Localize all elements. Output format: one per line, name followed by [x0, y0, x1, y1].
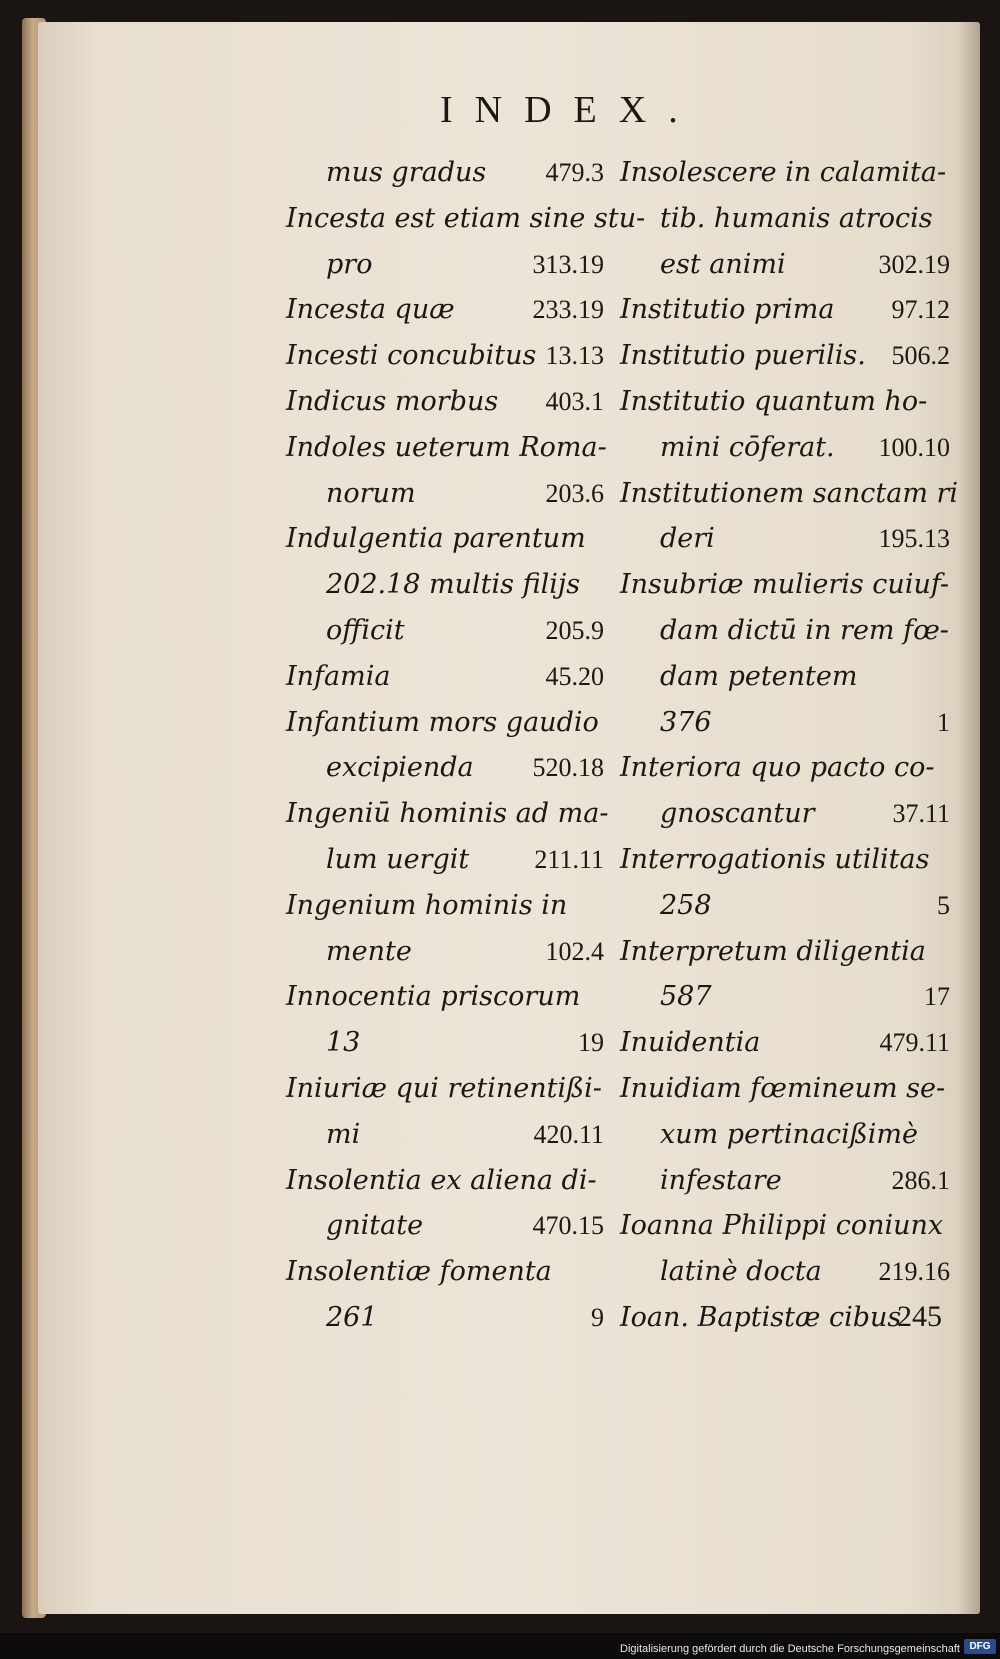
entry-reference: 205.9: [545, 615, 604, 645]
entry-text: Institutio prima: [620, 294, 835, 326]
entry-text: Ingeniū hominis ad ma-: [286, 798, 609, 830]
entry-text: Incesti concubitus: [286, 340, 537, 372]
entry-reference: 211.11: [534, 844, 604, 874]
index-entry: [620, 1066, 950, 1112]
index-entry: [286, 287, 604, 333]
entry-text: Institutio puerilis.: [620, 340, 866, 372]
index-entry: [286, 471, 604, 517]
entry-text: infestare: [660, 1164, 782, 1196]
index-entry: [286, 1066, 604, 1112]
entry-text: mini cōferat.: [660, 431, 835, 463]
entry-text: tib. humanis atrocis: [660, 202, 933, 234]
entry-text: Iniuriæ qui retinentißi-: [286, 1072, 602, 1104]
index-entry: [620, 1020, 950, 1066]
index-entry: [286, 1295, 604, 1341]
entry-reference: 479.3: [545, 158, 604, 187]
index-entry: [286, 196, 646, 242]
index-entry: [286, 929, 604, 975]
entry-reference: 97.12: [891, 295, 950, 325]
entry-text: mus gradus: [326, 157, 487, 188]
entry-text: Ingenium hominis in: [286, 889, 568, 921]
entry-reference: 219.16: [878, 1257, 950, 1287]
index-entry: [620, 1203, 950, 1249]
index-entry: [620, 516, 950, 562]
entry-text: lum uergit: [326, 843, 470, 875]
index-entry: [286, 1158, 604, 1204]
entry-text: Interrogationis utilitas: [620, 843, 930, 875]
entry-text: mi: [326, 1118, 361, 1150]
index-entry: [286, 425, 607, 471]
entry-text: norum: [326, 477, 416, 509]
index-entry: [286, 1203, 604, 1249]
entry-text: Inuidentia: [620, 1027, 761, 1059]
dfg-logo: DFG: [964, 1639, 996, 1654]
index-entry: [286, 150, 604, 196]
entry-text: dam dictū in rem fœ-: [660, 614, 949, 646]
entry-reference: 403.1: [545, 386, 604, 416]
index-entry: [286, 791, 609, 837]
entry-reference: 19: [578, 1028, 604, 1058]
left-column: [286, 150, 646, 1341]
index-entry: [620, 883, 950, 929]
right-column: [620, 150, 959, 1341]
entry-text: Indoles ueterum Roma-: [286, 431, 607, 463]
index-entry: [286, 333, 604, 379]
entry-text: Incesta quæ: [286, 294, 455, 326]
index-entry: [286, 1112, 604, 1158]
index-entry: [286, 242, 604, 288]
entry-reference: 420.11: [533, 1119, 604, 1149]
entry-text: 258: [660, 889, 712, 921]
index-entry: [286, 379, 604, 425]
index-entry: [620, 791, 950, 837]
entry-reference: 313.19: [532, 249, 604, 279]
entry-text: Ioan. Baptistæ cibus: [620, 1301, 902, 1333]
entry-text: gnitate: [326, 1210, 424, 1242]
entry-text: Insolescere in calamita-: [620, 157, 947, 188]
index-entry: [620, 1112, 950, 1158]
entry-text: 587: [660, 981, 712, 1013]
index-entry: [620, 974, 950, 1020]
index-entry: [620, 654, 950, 700]
index-entry: [620, 929, 950, 975]
entry-text: Institutio quantum ho-: [620, 385, 928, 417]
index-entry: [620, 242, 950, 288]
entry-text: 13: [326, 1027, 361, 1059]
entry-text: Inuidiam fœmineum se-: [620, 1072, 946, 1104]
index-entry: [620, 562, 950, 608]
index-entry: [620, 379, 950, 425]
entry-reference: 203.6: [545, 478, 604, 508]
entry-text: officit: [326, 614, 405, 646]
entry-text: Indicus morbus: [286, 385, 499, 417]
entry-text: Insubriæ mulieris cuiuf-: [620, 569, 949, 601]
entry-reference: 37.11: [892, 799, 950, 829]
entry-text: Indulgentia parentum: [286, 523, 586, 555]
index-entry: [286, 1249, 604, 1295]
page-header: INDEX.: [440, 89, 700, 131]
entry-text: xum pertinacißimè: [660, 1118, 918, 1150]
index-entry: [620, 608, 950, 654]
index-entry: [620, 745, 950, 791]
entry-text: 376: [660, 706, 712, 738]
entry-text: Insolentia ex aliena di-: [286, 1164, 597, 1196]
entry-reference: 302.19: [878, 249, 950, 279]
index-entry: [620, 425, 950, 471]
footer-bar: [0, 1633, 1000, 1659]
entry-reference: 506.2: [891, 341, 950, 371]
footer-credit: Digitalisierung gefördert durch die Deutsche Forschungsgemeinschaft: [620, 1643, 960, 1655]
index-entry: [620, 1249, 950, 1295]
entry-text: Interpretum diligentia: [620, 935, 926, 967]
entry-text: latinè docta: [660, 1256, 822, 1288]
entry-text: 202.18 multis filijs: [326, 569, 581, 601]
entry-reference: 45.20: [545, 661, 604, 691]
entry-reference: 1: [937, 707, 950, 737]
entry-reference: 5: [937, 890, 950, 920]
entry-text: Institutionem sanctam ri: [620, 477, 959, 509]
index-entry: [286, 700, 604, 746]
entry-text: Infantium mors gaudio: [286, 706, 599, 738]
entry-text: pro: [326, 248, 373, 280]
entry-reference: 470.15: [532, 1211, 604, 1241]
index-entry: [286, 837, 604, 883]
index-entry: [286, 608, 604, 654]
entry-reference: 102.4: [545, 936, 604, 966]
index-entry: [620, 287, 950, 333]
index-entry: [286, 974, 604, 1020]
entry-text: Ioanna Philippi coniunx: [620, 1210, 944, 1242]
entry-text: est animi: [660, 248, 786, 280]
entry-reference: 13.13: [545, 341, 604, 371]
entry-text: Infamia: [286, 660, 391, 692]
index-entry: [620, 196, 950, 242]
entry-reference: 479.11: [879, 1028, 950, 1058]
index-entry: [620, 1158, 950, 1204]
index-entry: [286, 745, 604, 791]
entry-text: dam petentem: [660, 660, 858, 692]
entry-reference: 233.19: [532, 295, 604, 325]
entry-text: mente: [326, 935, 412, 967]
entry-reference: 17: [924, 982, 950, 1012]
entry-text: 261: [326, 1301, 378, 1333]
entry-text: excipienda: [326, 752, 474, 784]
entry-reference: 520.18: [532, 753, 604, 783]
index-entry: [286, 883, 604, 929]
index-entry: [286, 654, 604, 700]
entry-text: Interiora quo pacto co-: [620, 752, 935, 784]
index-entry: [286, 1020, 604, 1066]
page-number: 245: [897, 1300, 942, 1333]
entry-text: Insolentiæ fomenta: [286, 1256, 552, 1288]
index-entry: [286, 516, 604, 562]
entry-text: gnoscantur: [660, 798, 815, 830]
entry-reference: 100.10: [878, 432, 950, 462]
entry-reference: 286.1: [891, 1165, 950, 1195]
entry-text: deri: [660, 523, 715, 555]
entry-text: Incesta est etiam sine stu-: [286, 202, 646, 234]
index-entry: [286, 562, 604, 608]
entry-text: Innocentia priscorum: [286, 981, 581, 1013]
index-entry: [620, 471, 959, 517]
entry-reference: 195.13: [878, 524, 950, 554]
entry-reference: 9: [591, 1302, 604, 1332]
index-entry: [620, 333, 950, 379]
index-entry: [620, 837, 950, 883]
index-entry: [620, 700, 950, 746]
index-entry: [620, 150, 950, 196]
